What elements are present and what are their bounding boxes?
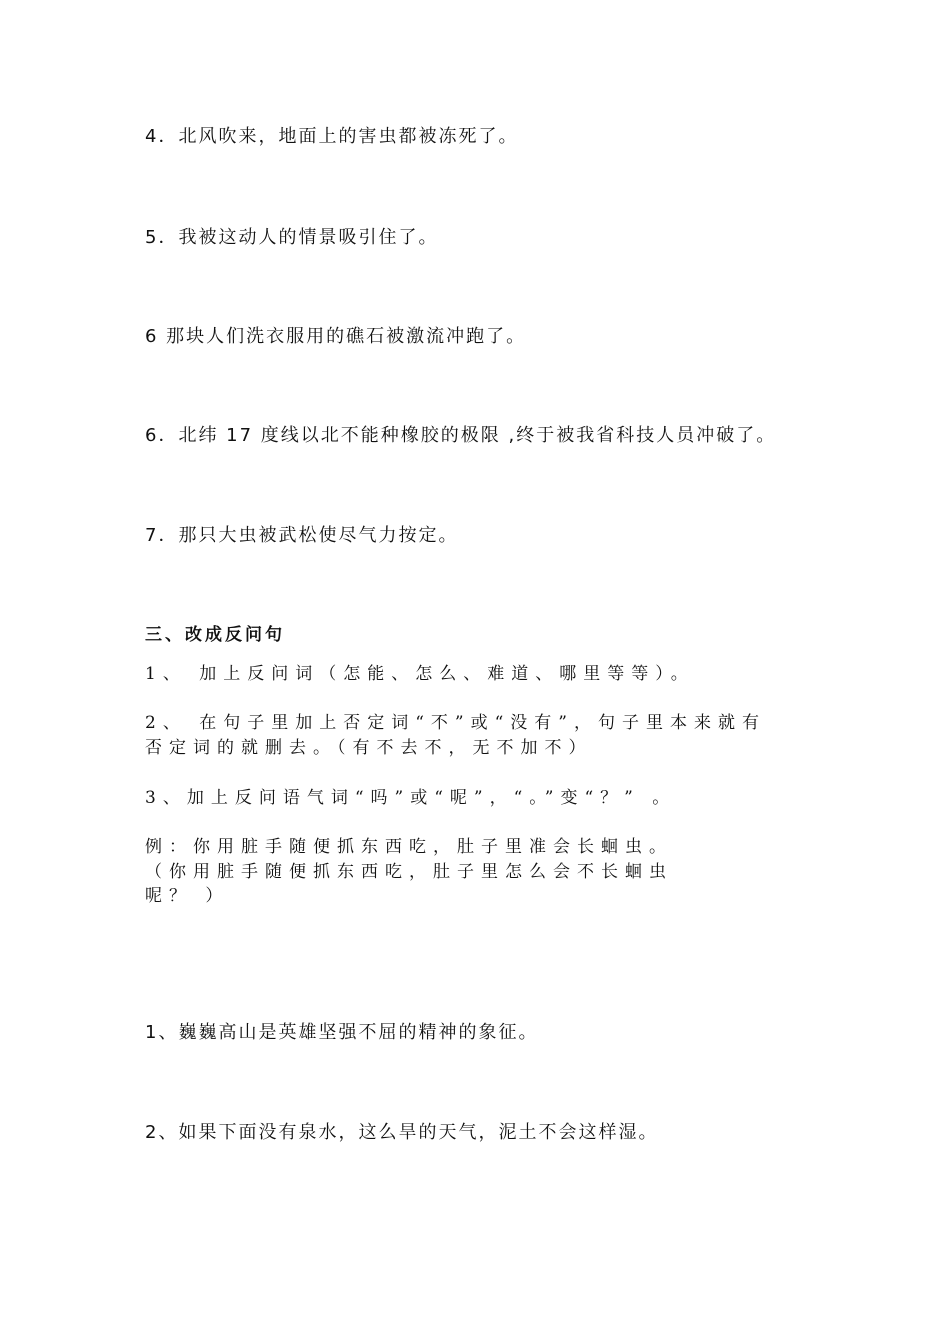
rule-2-line-2: 否定词的就删去。（有不去不，无不加不） bbox=[145, 738, 593, 758]
sentence-item-6a: 6 那块人们洗衣服用的礁石被激流冲跑了。 bbox=[145, 326, 527, 347]
section-heading: 三、改成反问句 bbox=[145, 625, 285, 645]
exercise-2: 2、如果下面没有泉水，这么旱的天气，泥土不会这样湿。 bbox=[145, 1122, 659, 1143]
rule-3: 3、加上反问语气词“吗”或“呢”，“。”变“？” 。 bbox=[145, 788, 677, 808]
sentence-item-7: 7．那只大虫被武松使尽气力按定。 bbox=[145, 525, 459, 546]
rule-1: 1、 加上反问词（怎能、怎么、难道、哪里等等）。 bbox=[145, 664, 695, 684]
sentence-item-4: 4．北风吹来，地面上的害虫都被冻死了。 bbox=[145, 126, 519, 147]
exercise-1: 1、巍巍高山是英雄坚强不屈的精神的象征。 bbox=[145, 1022, 539, 1043]
rule-2-line-1: 2、 在句子里加上否定词“不”或“没有”，句子里本来就有 bbox=[145, 713, 766, 733]
example-line-1: 例：你用脏手随便抓东西吃，肚子里准会长蛔虫。 bbox=[145, 837, 673, 857]
sentence-item-5: 5．我被这动人的情景吸引住了。 bbox=[145, 227, 439, 248]
sentence-item-6b: 6．北纬 17 度线以北不能种橡胶的极限 ,终于被我省科技人员冲破了。 bbox=[145, 425, 777, 446]
example-line-2: （你用脏手随便抓东西吃，肚子里怎么会不长蛔虫 bbox=[145, 862, 673, 882]
example-line-3: 呢？ ） bbox=[145, 886, 230, 906]
